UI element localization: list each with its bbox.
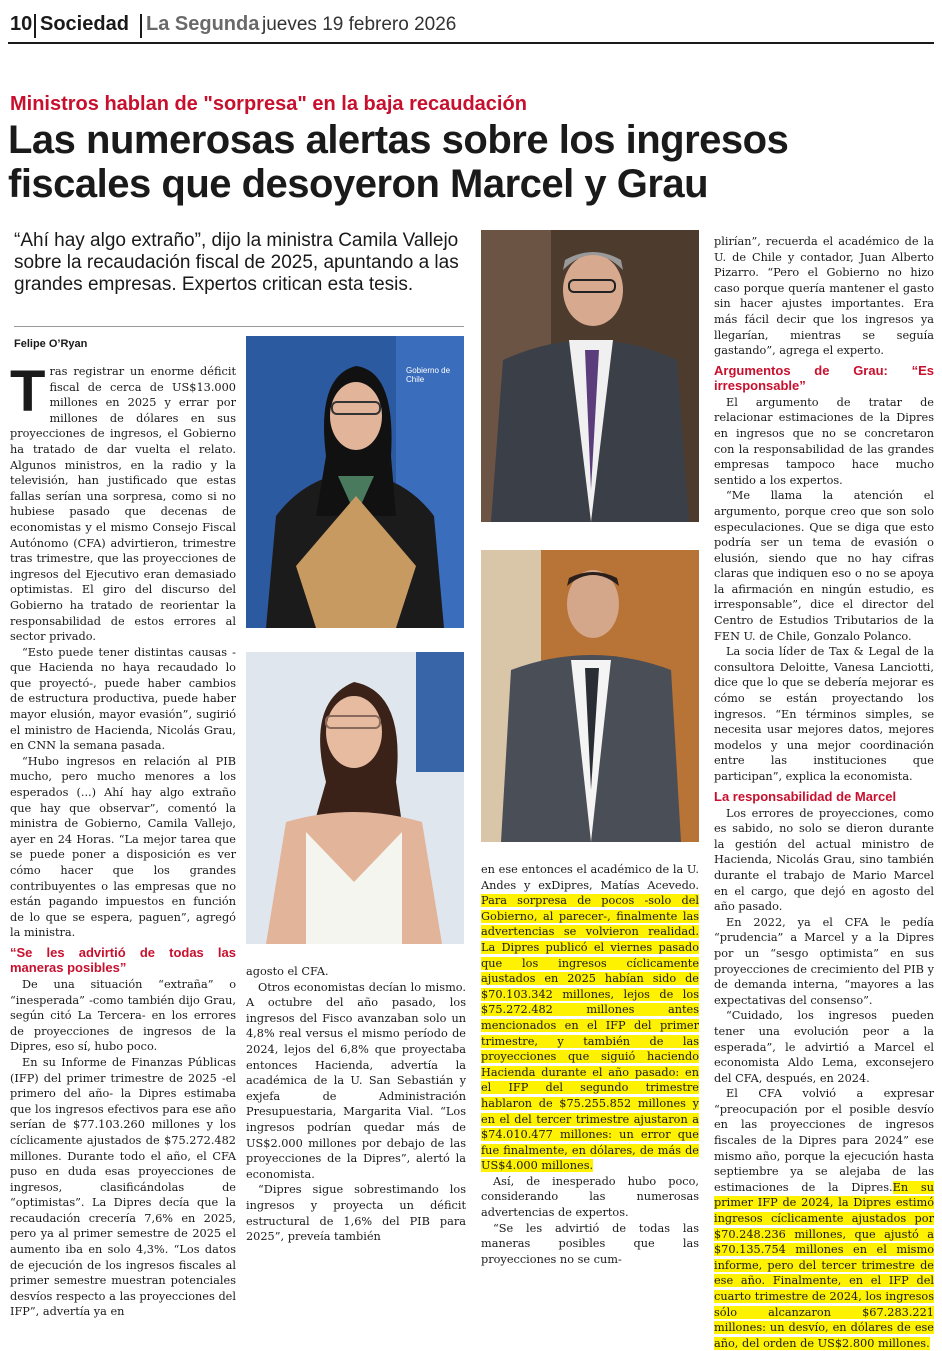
- paragraph: Los errores de proyecciones, como es sabido, no solo se dieron durante la gestión del actual ministro de Hacienda, Nicolás Grau, sino también durante el trabajo de Mario Marcel en el cargo, que dejó en agosto del año pasado.: [714, 806, 934, 914]
- page-number: 10: [10, 13, 33, 35]
- column-4: [714, 234, 934, 1350]
- paragraph: En su Informe de Finanzas Públicas (IFP) del primer trimestre de 2025 -el primero del año- la Dipres estimaba que los ingresos efectivos para ese año serían de $77.103.260 millones y los cíclicamente ajustados de $75.272.482 millones. Durante todo el año, el CFA puso en duda esas proyecciones de ingresos, clasificándolas de “optimistas”. La Dipres decía que la recaudación crecería 7,6% en 2025, pero ya al primer semestre de 2025 el aumento iba en solo 4,3%. “Los datos de ejecución de los ingresos fiscales al primer semestre muestran potenciales desvíos respecto a las proyecciones del IFP”, advertía ya en: [10, 1055, 236, 1319]
- paragraph: en ese entonces el académico de la U. Andes y exDipres, Matías Acevedo. Para sorpresa de pocos -solo del Gobierno, al parecer-, finalmente las advertencias se volvieron realidad. La Dipres publicó el viernes pasado que los ingresos cíclicamente ajustados en 2025 habían sido de $70.103.342 millones, lejos de los $75.272.482 millones antes mencionados en el IFP del primer trimestre, y también de las proyecciones que siguió haciendo Hacienda durante el año pasado: en el IFP del segundo trimestre hablaron de $75.255.852 millones y en el del tercer trimestre ajustaron a $74.010.477 millones: un error que fue finalmente, en dólares, de más de US$4.000 millones.: [481, 863, 699, 1173]
- drop-cap: T: [10, 359, 46, 424]
- paragraph: “Esto puede tener distintas causas -que Hacienda no haya recaudado lo que proyectó-, puede haber cambios de estructura productiva, puede haber mayor elusión, mayor evasión”, sugirió el ministro de Hacienda, Nicolás Grau, en CNN la semana pasada.: [10, 645, 236, 753]
- grau-illustration: [481, 550, 699, 842]
- headline: [8, 118, 928, 206]
- paragraph: Tras registrar un enorme déficit fiscal de cerca de US$13.000 millones en 2025 y errar por millones de dólares en sus proyecciones de ingresos, el Gobierno ha tratado de dar vuelta el relato. Algunos ministros, en la radio y la televisión, han justificado que estas fallas serían una sorpresa, como si no hubiese pasado que decenas de economistas y el mismo Consejo Fiscal Autónomo (CFA) advirtieron, trimestre tras trimestre, que las proyecciones de ingresos del Ejecutivo eran demasiado optimistas. El giro del discurso del Gobierno ha tratado de reorientar la responsabilidad de estos errores al sector privado.: [10, 359, 236, 644]
- paragraph: agosto el CFA.: [246, 965, 329, 978]
- paragraph: “Dipres sigue sobrestimando los ingresos y proyecta un déficit estructural de 1,6% del PIB para 2025”, preveía también: [246, 1183, 466, 1244]
- section-name: Sociedad: [40, 13, 129, 35]
- headline-line-1: Las numerosas alertas sobre los ingresos: [8, 118, 789, 162]
- subhead: La responsabilidad de Marcel: [714, 788, 897, 804]
- paragraph: El argumento de tratar de relacionar estimaciones de la Dipres en ingresos que no se concretaron con la responsabilidad de las grandes empresas tampoco hace mucho sentido a los expertos.: [714, 395, 934, 487]
- paragraph: En 2022, ya el CFA le pedía “prudencia” a Marcel y a la Dipres por un “sesgo optimista” en sus proyecciones de crecimiento del PIB y de demanda interna, “mayores a las expectativas del consenso”.: [714, 915, 934, 1007]
- marcel-illustration: [481, 230, 699, 522]
- paragraph: “Cuidado, los ingresos pueden tener una evolución peor a la esperada”, le advirtió a Marcel el economista Aldo Lema, exconsejero del CFA, después, en 2024.: [714, 1009, 934, 1085]
- paragraph: plirían”, recuerda el académico de la U. de Chile y contador, Juan Alberto Pizarro. “Pero el Gobierno no hizo caso porque quería mantener el gasto sin hacer ajustes importantes. Era más fácil decir que los ingresos ya llegarían, mientras se seguía gastando”, agrega el experto.: [714, 235, 934, 358]
- subhead: “Se les advirtió de todas las maneras posibles”: [10, 944, 236, 975]
- sign-text: Gobierno de Chile: [406, 366, 451, 384]
- newspaper-name: La Segunda: [146, 13, 260, 35]
- photo-marcel: [481, 230, 699, 522]
- paragraph: De una situación “extraña” o “inesperada” -como también dijo Grau, según citó La Tercera- en los errores de proyecciones de ingresos de la Dipres, eso sí, hubo poco.: [10, 977, 236, 1054]
- photo-vallejo-2: [246, 652, 464, 944]
- photo-grau: [481, 550, 699, 842]
- column-3: [481, 862, 699, 1266]
- paragraph: Otros economistas decían lo mismo. A octubre del año pasado, los ingresos del Fisco avanzaban solo un 4,8% real versus el mismo período de 2024, lejos del 6,8% que proyectaba entonces Hacienda, advertía la académica de la U. San Sebastián y exjefa de Administración Presupuestaria, Margarita Vial. “Los ingresos podrían quedar más de US$2.000 millones por debajo de las proyecciones de la Dipres”, alertó la economista.: [246, 980, 466, 1181]
- kicker: Ministros hablan de "sorpresa" en la baja recaudación: [10, 93, 527, 115]
- paragraph: La socia líder de Tax & Legal de la consultora Deloitte, Vanesa Lanciotti, dice que lo que se debería mejorar es cómo se están proyectando los ingresos. “En términos simples, se necesita usar mejores datos, mejores modelos y una mejor coordinación entre las instituciones que participan”, explica la economista.: [714, 645, 934, 783]
- subhead: Argumentos de Grau: “Es irresponsable”: [714, 362, 934, 393]
- column-1: [10, 359, 236, 1319]
- byline: Felipe O’Ryan: [14, 338, 88, 350]
- divider: [14, 326, 464, 327]
- highlighted-text: En su primer IFP de 2024, la Dipres estimó ingresos cíclicamente ajustados por $70.248.236 millones, que ajustó a $70.135.754 millones en el mismo informe, pero del tercer trimestre de ese año. Finalmente, en el IFP del cuarto trimestre de 2024, los ingresos sólo alcanzaron $67.283.221 millones: un desvío, en dólares de ese año, del orden de US$2.800 millones.: [714, 1180, 934, 1350]
- headline-line-2: fiscales que desoyeron Marcel y Grau: [8, 162, 709, 206]
- paragraph: El CFA volvió a expresar “preocupación por el posible desvío en las proyecciones de ingresos fiscales de la Dipres para 2024” ese mismo año, porque la ejecución hasta septiembre ya se alejaba de las estimaciones de la Dipres.En su primer IFP de 2024, la Dipres estimó ingresos cíclicamente ajustados por $70.248.236 millones, que ajustó a $70.135.754 millones en el mismo informe, pero del tercer trimestre de ese año. Finalmente, en el IFP del cuarto trimestre de 2024, los ingresos sólo alcanzaron $67.283.221 millones: un desvío, en dólares de ese año, del orden de US$2.800 millones.: [714, 1087, 934, 1350]
- paragraph: “Hubo ingresos en relación al PIB mucho, pero mucho menores a los esperados (...) Ahí hay algo extraño que hay que observar”, comentó la ministra de Gobierno, Camila Vallejo, ayer en 24 Horas. “La mejor tarea que se puede poner a disposición es ver cómo hacer que los grandes contribuyentes o las empresas que no están pagando impuestos en función de lo que se espera, paguen”, agregó la ministra.: [10, 754, 236, 940]
- header-divider: [34, 14, 36, 38]
- highlighted-text: Para sorpresa de pocos -solo del Gobierno, al parecer-, finalmente las advertencias se volvieron realidad. La Dipres publicó el viernes pasado que los ingresos cíclicamente ajustados en 2025 habían sido de $70.103.342 millones, lejos de los $75.272.482 millones antes mencionados en el IFP del primer trimestre, y también de las proyecciones que siguió haciendo Hacienda durante el año pasado: en el IFP del segundo trimestre hablaron de $75.255.852 millones y en el del tercer trimestre ajustaron a $74.010.477 millones: un error que fue finalmente, en dólares, de más de US$4.000 millones.: [481, 894, 699, 1173]
- paragraph: “Se les advirtió de todas las maneras posibles que las proyecciones no se cum-: [481, 1221, 699, 1266]
- photo-vallejo: [246, 336, 464, 628]
- header-divider: [140, 14, 142, 38]
- vallejo-portrait-illustration: [246, 652, 464, 944]
- column-2: [246, 964, 466, 1244]
- paragraph: “Me llama la atención el argumento, porque creo que son solo especulaciones. Que se diga que esto podría ser un tema de evasión o elusión, siendo que no hay cifras claras que indiquen eso o no se apoya la afirmación en ningún estudio, es irresponsable”, dice el director del Centro de Estudios Tributarios de la FEN U. de Chile, Gonzalo Polanco.: [714, 489, 934, 643]
- issue-date: jueves 19 febrero 2026: [262, 14, 457, 35]
- paragraph: Así, de inesperado hubo poco, considerando las numerosas advertencias de expertos.: [481, 1174, 699, 1220]
- lede: “Ahí hay algo extraño”, dijo la ministra Camila Vallejo sobre la recaudación fiscal de 2025, apuntando a las grandes empresas. Expertos critican esta tesis.: [14, 230, 459, 295]
